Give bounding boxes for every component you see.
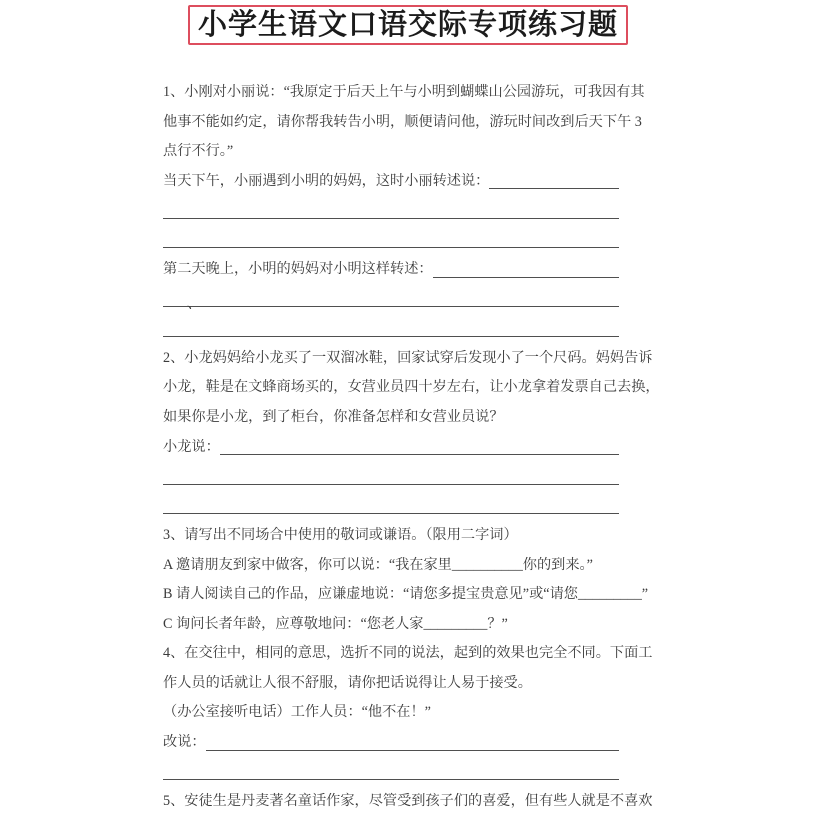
answer-line bbox=[163, 492, 647, 522]
q1-prompt-evening: 第二天晚上，小明的妈妈对小明这样转述： bbox=[163, 255, 647, 285]
answer-line bbox=[163, 196, 647, 226]
q3-intro: 3、请写出不同场合中使用的敬词或谦语。（限用二字词） bbox=[163, 527, 518, 544]
q1-line-2: 他事不能如约定，请你帮我转告小明，顺便请问他，游玩时间改到后天下午 3 bbox=[163, 113, 642, 130]
answer-blank-line bbox=[220, 433, 619, 456]
q4-line-1: 4、在交往中，相同的意思，选折不同的说法，起到的效果也完全不同。下面工 bbox=[163, 645, 653, 662]
q4-line-2: 作人员的话就让人很不舒服，请你把话说得让人易于接受。 bbox=[163, 674, 532, 691]
title-row bbox=[0, 0, 828, 45]
answer-blank-line bbox=[163, 285, 619, 308]
answer-blank-line bbox=[433, 255, 619, 278]
answer-blank-line bbox=[163, 226, 619, 249]
answer-blank-line bbox=[163, 314, 619, 337]
q1-prompt-afternoon: 当天下午，小丽遇到小明的妈妈，这时小丽转述说： bbox=[163, 167, 647, 197]
q1-line-1: 1、小刚对小丽说：“我原定于后天上午与小明到蝴蝶山公园游玩，可我因有其 bbox=[163, 84, 645, 100]
q4-prompt-rephrase: 改说： bbox=[163, 728, 647, 758]
q2-prompt-xiaolong: 小龙说： bbox=[163, 433, 647, 463]
answer-line bbox=[163, 758, 647, 788]
answer-blank-line bbox=[163, 492, 619, 515]
q3-item-b: B 请人阅读自己的作品，应谦虚地说：“请您多提宝贵意见”或“请您_________” bbox=[163, 586, 649, 603]
q3-item-c: C 询问长者年龄，应尊敬地问：“您老人家_________？” bbox=[163, 615, 508, 632]
answer-blank-line bbox=[163, 758, 619, 781]
q5-line-1: 5、安徒生是丹麦著名童话作家，尽管受到孩子们的喜爱，但有些人就是不喜欢 bbox=[163, 793, 653, 810]
worksheet-body bbox=[163, 78, 660, 817]
q2-line-3: 如果你是小龙，到了柜台，你准备怎样和女营业员说？ bbox=[163, 409, 504, 426]
q1-line-3: 点行不行。” bbox=[163, 143, 234, 160]
answer-blank-line bbox=[489, 167, 619, 190]
answer-blank-line bbox=[206, 728, 619, 751]
q4-example: （办公室接听电话）工作人员：“他不在！” bbox=[163, 704, 431, 721]
answer-line bbox=[163, 462, 647, 492]
answer-line bbox=[163, 314, 647, 344]
q2-line-2: 小龙，鞋是在文蜂商场买的，女营业员四十岁左右，让小龙拿着发票自己去换， bbox=[163, 379, 660, 396]
answer-line-with-mark bbox=[163, 285, 647, 315]
stray-comma-mark: 、 bbox=[187, 296, 202, 313]
q3-item-a: A 邀请朋友到家中做客，你可以说：“我在家里__________你的到来。” bbox=[163, 556, 593, 573]
answer-blank-line bbox=[163, 196, 619, 219]
answer-blank-line bbox=[163, 462, 619, 485]
answer-line bbox=[163, 226, 647, 256]
q2-line-1: 2、小龙妈妈给小龙买了一双溜冰鞋，回家试穿后发现小了一个尺码。妈妈告诉 bbox=[163, 349, 653, 366]
title-border-box bbox=[188, 5, 628, 45]
page-title: 小学生语文口语交际专项练习题 bbox=[198, 9, 619, 41]
